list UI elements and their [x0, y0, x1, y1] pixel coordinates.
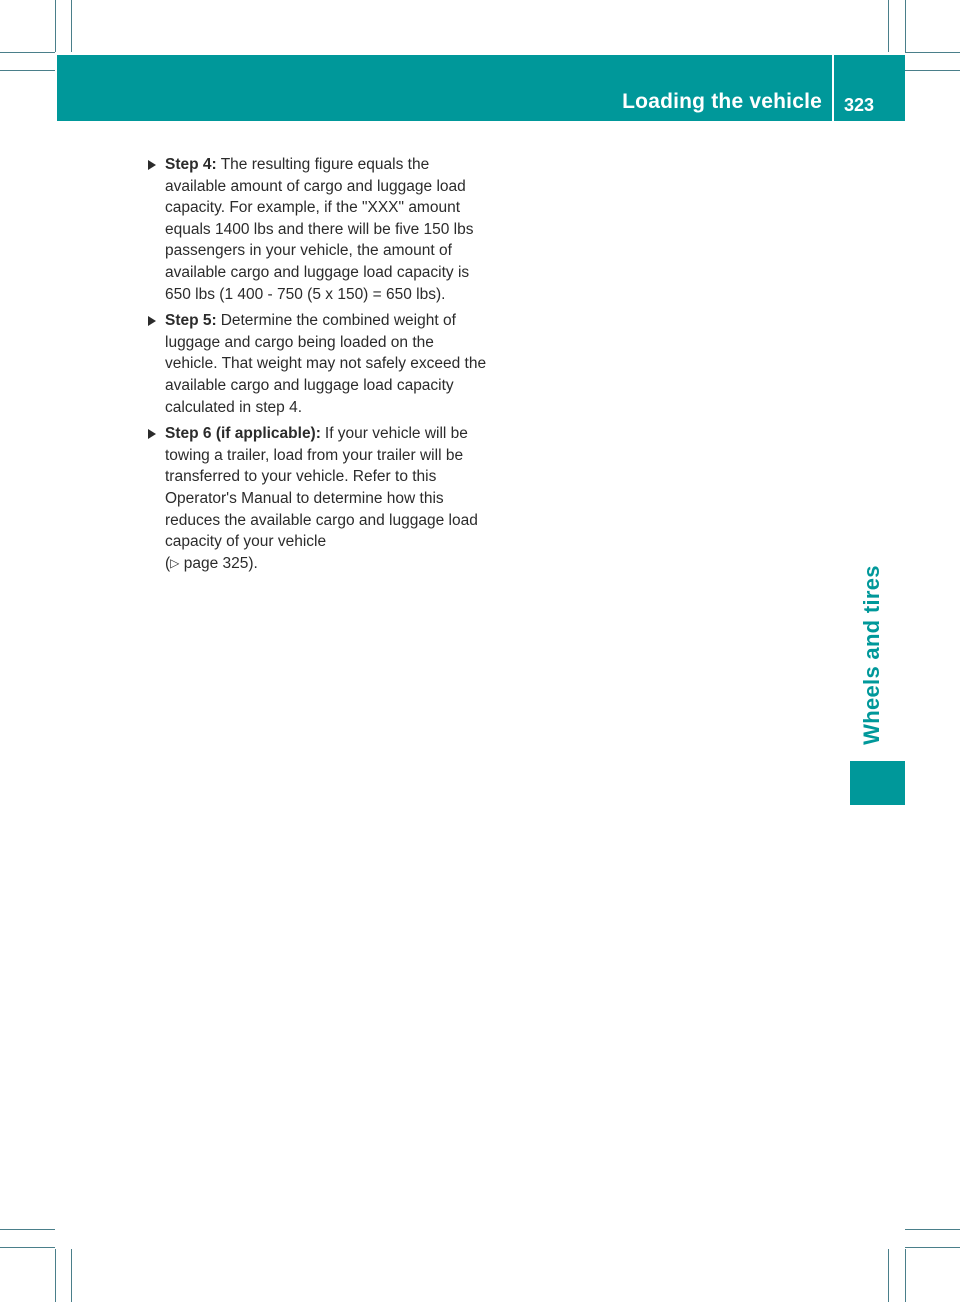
instruction-list [147, 154, 487, 579]
step-label: Step 4: [165, 156, 217, 173]
crop-mark [0, 1229, 55, 1230]
step-arrow-icon [148, 429, 156, 439]
crop-mark [71, 0, 72, 52]
chapter-tab-marker [850, 761, 905, 805]
crop-mark [0, 70, 55, 71]
header-divider [832, 55, 834, 121]
page-reference-arrow-icon: ▷ [170, 555, 180, 570]
crop-mark [55, 0, 56, 52]
crop-mark [905, 1247, 960, 1248]
step-text: If your vehicle will be towing a trailer, load from your trailer will be transferred to your vehicle. Refer to this Operator's Manual to determine how this reduces the available cargo and luggage load capacity of your vehicle [165, 425, 478, 551]
crop-mark [905, 1249, 906, 1302]
crop-mark [905, 0, 906, 52]
instruction-step [147, 310, 487, 418]
instruction-step [147, 154, 487, 305]
crop-mark [905, 1229, 960, 1230]
chapter-tab-label: Wheels and tires [859, 565, 884, 745]
crop-mark [0, 1247, 55, 1248]
section-title: Loading the vehicle [622, 90, 822, 113]
step-label: Step 6 (if applicable): [165, 425, 321, 443]
step-text: Determine the combined weight of luggage and cargo being loaded on the vehicle. That weight may not safely exceed the available cargo and luggage load capacity calculated in step 4. [165, 312, 487, 416]
crop-mark [55, 1249, 56, 1302]
step-arrow-icon [148, 316, 156, 326]
crop-mark [888, 1249, 889, 1302]
page-number: 323 [844, 95, 875, 115]
crop-mark [0, 52, 55, 53]
page-reference-link[interactable]: (▷ page 325). [165, 555, 258, 572]
instruction-step [147, 423, 487, 574]
step-text: The resulting figure equals the available amount of cargo and luggage load capacity. For example, if the "XXX" amount equals 1400 lbs and there will be five 150 lbs passengers in your vehicle, the amount of available cargo and luggage load capacity is 650 lbs (1 400 - 750 (5 x 150) = 650 lbs). [165, 156, 474, 303]
crop-mark [905, 70, 960, 71]
crop-mark [888, 0, 889, 52]
crop-mark [905, 52, 960, 53]
crop-mark [71, 1249, 72, 1302]
step-label: Step 5: [165, 312, 217, 330]
step-arrow-icon [148, 160, 156, 170]
